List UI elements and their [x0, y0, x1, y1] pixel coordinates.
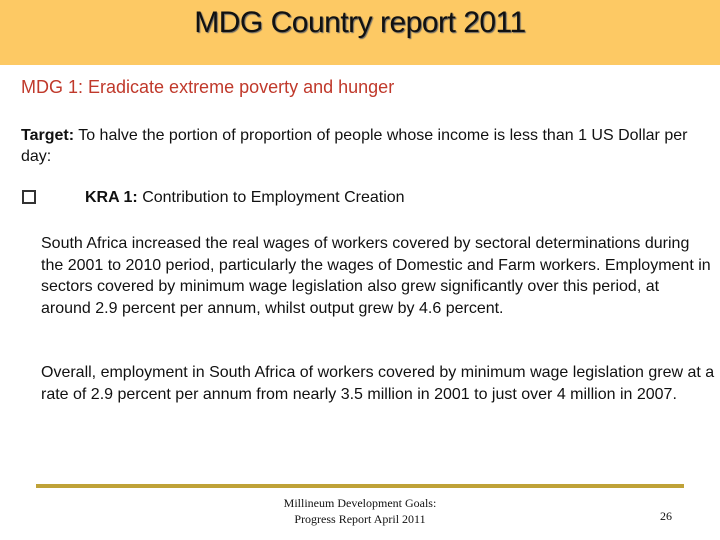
kra-label: KRA 1: [85, 189, 138, 206]
kra-item [85, 189, 405, 207]
paragraph-wages: South Africa increased the real wages of workers covered by sectoral determinations during the 2001 to 2010 period, particularly the wages of Domestic and Farm workers. Employment in sectors covered by minimum wage legislation also grew significantly over this period, at around 2.9 percent per annum, whilst output grew by 4.6 percent. [41, 235, 711, 317]
paragraph-employment: Overall, employment in South Africa of workers covered by minimum wage legislation grew at a rate of 2.9 percent per annum from nearly 3.5 million in 2001 to just over 4 million in 2007. [41, 364, 715, 403]
checkbox-bullet-icon [22, 190, 36, 204]
footer-divider [36, 484, 684, 488]
footer-line2: Progress Report April 2011 [294, 512, 426, 526]
target-body: To halve the portion of proportion of people whose income is less than 1 US Dollar per day: [21, 127, 688, 165]
target-text [21, 125, 711, 167]
page-number: 26 [660, 509, 672, 523]
kra-text: Contribution to Employment Creation [137, 189, 405, 206]
footer-text [230, 495, 490, 527]
page-title: MDG Country report 2011 [194, 6, 526, 39]
footer-line1: Millineum Development Goals: [283, 496, 437, 510]
goal-heading: MDG 1: Eradicate extreme poverty and hunger [21, 77, 395, 97]
target-label: Target: [21, 127, 75, 144]
